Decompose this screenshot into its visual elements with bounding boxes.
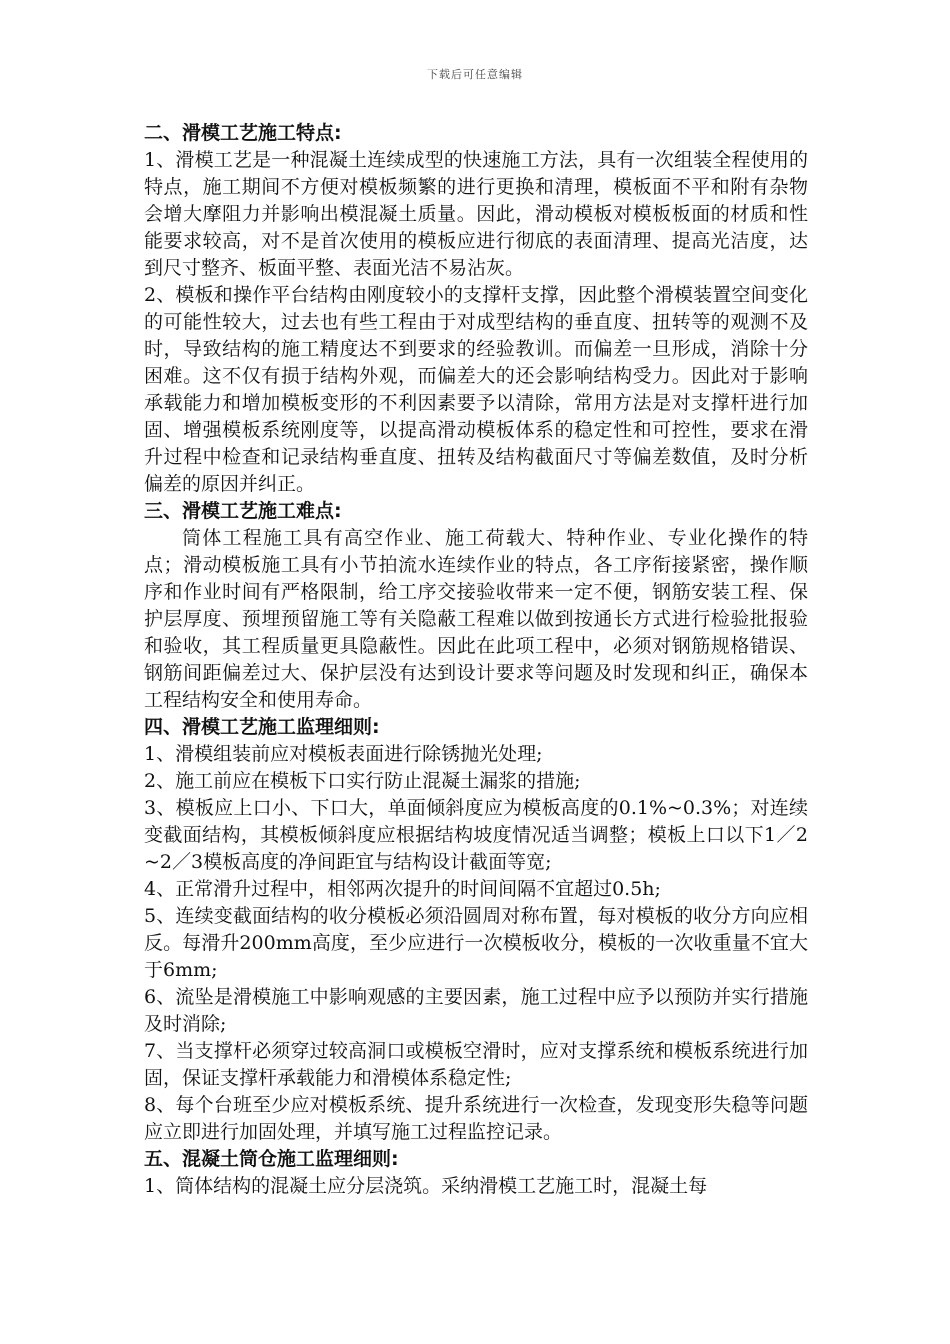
section-heading: 三、滑模工艺施工难点: [144,500,342,522]
paragraph: 1、滑模组装前应对模板表面进行除锈抛光处理; [144,743,543,765]
section-heading: 二、滑模工艺施工特点: [144,122,342,144]
paragraph: 7、当支撑杆必须穿过较高洞口或模板空滑时，应对支撑系统和模板系统进行加固，保证支撑杆承载能力和滑模体系稳定性; [144,1040,808,1089]
page-header-note: 下载后可任意编辑 [427,68,523,81]
paragraph: 5、连续变截面结构的收分模板必须沿圆周对称布置，每对模板的收分方向应相反。每滑升200mm高度，至少应进行一次模板收分，模板的一次收重量不宜大于6mm; [144,905,808,981]
paragraph: 1、滑模工艺是一种混凝土连续成型的快速施工方法，具有一次组装全程使用的特点，施工期间不方便对模板频繁的进行更换和清理，模板面不平和附有杂物会增大摩阻力并影响出模混凝土质量。因此，滑动模板对模板板面的材质和性能要求较高，对不是首次使用的模板应进行彻底的表面清理、提高光洁度，达到尺寸整齐、板面平整、表面光洁不易沾灰。 [144,149,808,279]
section-heading: 五、混凝土筒仓施工监理细则: [144,1148,399,1170]
section-3-difficulties [144,498,808,714]
paragraph: 1、筒体结构的混凝土应分层浇筑。采纳滑模工艺施工时，混凝土每 [144,1175,708,1197]
paragraph: 筒体工程施工具有高空作业、施工荷载大、特种作业、专业化操作的特点；滑动模板施工具有小节拍流水连续作业的特点，各工序衔接紧密，操作顺序和作业时间有严格限制，给工序交接验收带来一定不便，钢筋安装工程、保护层厚度、预埋预留施工等有关隐蔽工程难以做到按通长方式进行检验批报验和验收，其工程质量更具隐蔽性。因此在此项工程中，必须对钢筋规格错误、钢筋间距偏差过大、保护层没有达到设计要求等问题及时发现和纠正，确保本工程结构安全和使用寿命。 [144,527,808,711]
section-4-supervision-rules [144,714,808,1146]
section-5-silo-rules [144,1146,808,1200]
paragraph: 4、正常滑升过程中，相邻两次提升的时间间隔不宜超过0.5h; [144,878,661,900]
paragraph: 2、施工前应在模板下口实行防止混凝土漏浆的措施; [144,770,581,792]
section-heading: 四、滑模工艺施工监理细则: [144,716,380,738]
paragraph: 6、流坠是滑模施工中影响观感的主要因素，施工过程中应予以预防并实行措施及时消除; [144,986,808,1035]
paragraph: 8、每个台班至少应对模板系统、提升系统进行一次检查，发现变形失稳等问题应立即进行加固处理，并填写施工过程监控记录。 [144,1094,808,1143]
section-2-characteristics [144,120,808,498]
paragraph: 2、模板和操作平台结构由刚度较小的支撑杆支撑，因此整个滑模装置空间变化的可能性较大，过去也有些工程由于对成型结构的垂直度、扭转等的观测不及时，导致结构的施工精度达不到要求的经验教训。而偏差一旦形成，消除十分困难。这不仅有损于结构外观，而偏差大的还会影响结构受力。因此对于影响承载能力和增加模板变形的不利因素要予以清除，常用方法是对支撑杆进行加固、增强模板系统刚度等，以提高滑动模板体系的稳定性和可控性，要求在滑升过程中检查和记录结构垂直度、扭转及结构截面尺寸等偏差数值，及时分析偏差的原因并纠正。 [144,284,808,495]
document-body [144,120,808,1200]
paragraph: 3、模板应上口小、下口大，单面倾斜度应为模板高度的0.1%~0.3%；对连续变截面结构，其模板倾斜度应根据结构坡度情况适当调整；模板上口以下1／2~2／3模板高度的净间距宜与结构设计截面等宽; [144,797,808,873]
